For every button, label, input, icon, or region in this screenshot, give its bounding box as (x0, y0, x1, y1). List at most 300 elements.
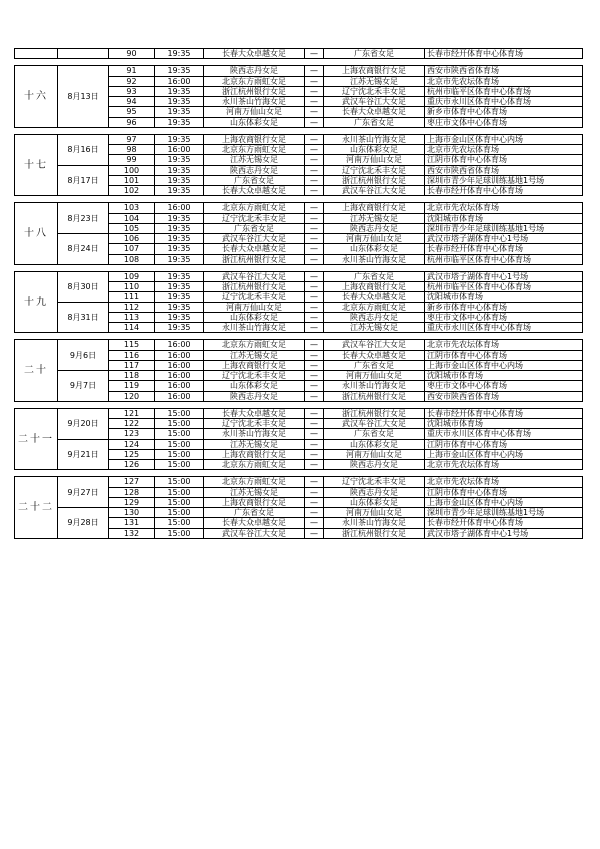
venue: 杭州市临平区体育中心体育场 (425, 254, 583, 264)
kickoff-time: 19:35 (155, 302, 204, 312)
match-number: 117 (109, 360, 155, 370)
table-row (15, 271, 583, 281)
kickoff-time: 16:00 (155, 381, 204, 391)
away-team: 浙江杭州银行女足 (324, 391, 425, 401)
kickoff-time: 19:35 (155, 134, 204, 144)
match-number: 123 (109, 429, 155, 439)
date-cell: 8月24日 (58, 234, 109, 265)
venue: 上海市金山区体育中心内场 (425, 449, 583, 459)
kickoff-time: 19:35 (155, 86, 204, 96)
venue: 杭州市临平区体育中心体育场 (425, 282, 583, 292)
home-team: 陕西志丹女足 (204, 391, 305, 401)
venue: 上海市金山区体育中心内场 (425, 134, 583, 144)
away-team: 上海农商银行女足 (324, 203, 425, 213)
kickoff-time: 19:35 (155, 186, 204, 196)
table-row (15, 408, 583, 418)
home-team: 永川茶山竹海女足 (204, 97, 305, 107)
match-number: 129 (109, 497, 155, 507)
venue: 北京市先农坛体育场 (425, 145, 583, 155)
vs-dash: — (305, 282, 324, 292)
vs-dash: — (305, 429, 324, 439)
away-team: 江苏无锡女足 (324, 323, 425, 333)
away-team: 河南万仙山女足 (324, 508, 425, 518)
vs-dash: — (305, 203, 324, 213)
round-cell (15, 49, 58, 59)
date-cell: 9月7日 (58, 371, 109, 402)
match-number: 120 (109, 391, 155, 401)
kickoff-time: 19:35 (155, 323, 204, 333)
kickoff-time: 16:00 (155, 371, 204, 381)
round-cell: 十六 (15, 66, 58, 128)
match-number: 124 (109, 439, 155, 449)
away-team: 山东体彩女足 (324, 439, 425, 449)
away-team: 江苏无锡女足 (324, 213, 425, 223)
kickoff-time: 19:35 (155, 234, 204, 244)
away-team: 长春大众卓越女足 (324, 350, 425, 360)
match-number: 101 (109, 175, 155, 185)
venue: 北京市先农坛体育场 (425, 203, 583, 213)
match-number: 98 (109, 145, 155, 155)
table-row (15, 203, 583, 213)
kickoff-time: 19:35 (155, 155, 204, 165)
venue: 沈阳城市体育场 (425, 292, 583, 302)
home-team: 上海农商银行女足 (204, 449, 305, 459)
vs-dash: — (305, 254, 324, 264)
away-team: 北京东方雨虹女足 (324, 302, 425, 312)
kickoff-time: 15:00 (155, 508, 204, 518)
round-separator (15, 401, 583, 408)
vs-dash: — (305, 508, 324, 518)
venue: 武汉市塔子湖体育中心1号场 (425, 271, 583, 281)
date-cell: 8月30日 (58, 271, 109, 302)
match-number: 90 (109, 49, 155, 59)
table-row (15, 371, 583, 381)
vs-dash: — (305, 302, 324, 312)
away-team: 辽宁沈北禾丰女足 (324, 165, 425, 175)
match-number: 97 (109, 134, 155, 144)
vs-dash: — (305, 186, 324, 196)
home-team: 上海农商银行女足 (204, 360, 305, 370)
match-number: 100 (109, 165, 155, 175)
away-team: 广东省女足 (324, 429, 425, 439)
away-team: 永川茶山竹海女足 (324, 134, 425, 144)
kickoff-time: 15:00 (155, 497, 204, 507)
round-separator (15, 333, 583, 340)
away-team: 陕西志丹女足 (324, 487, 425, 497)
match-number: 118 (109, 371, 155, 381)
match-number: 128 (109, 487, 155, 497)
away-team: 武汉车谷江大女足 (324, 97, 425, 107)
away-team: 山东体彩女足 (324, 145, 425, 155)
vs-dash: — (305, 518, 324, 528)
away-team: 陕西志丹女足 (324, 312, 425, 322)
kickoff-time: 19:35 (155, 97, 204, 107)
round-cell: 二十 (15, 340, 58, 402)
venue: 长春市经开体育中心体育场 (425, 49, 583, 59)
away-team: 河南万仙山女足 (324, 371, 425, 381)
table-row (15, 134, 583, 144)
home-team: 上海农商银行女足 (204, 497, 305, 507)
home-team: 北京东方雨虹女足 (204, 145, 305, 155)
table-row (15, 439, 583, 449)
venue: 武汉市塔子湖体育中心1号场 (425, 234, 583, 244)
round-cell: 十七 (15, 134, 58, 196)
home-team: 北京东方雨虹女足 (204, 76, 305, 86)
venue: 江阴市体育中心体育场 (425, 350, 583, 360)
venue: 重庆市永川区体育中心体育场 (425, 97, 583, 107)
round-separator (15, 264, 583, 271)
round-cell: 十八 (15, 203, 58, 265)
venue: 江阴市体育中心体育场 (425, 487, 583, 497)
away-team: 武汉车谷江大女足 (324, 340, 425, 350)
kickoff-time: 15:00 (155, 449, 204, 459)
venue: 枣庄市文体中心体育场 (425, 381, 583, 391)
home-team: 武汉车谷江大女足 (204, 234, 305, 244)
venue: 上海市金山区体育中心内场 (425, 360, 583, 370)
round-cell: 二十一 (15, 408, 58, 470)
home-team: 长春大众卓越女足 (204, 518, 305, 528)
vs-dash: — (305, 371, 324, 381)
venue: 长春市经开体育中心体育场 (425, 244, 583, 254)
away-team: 广东省女足 (324, 360, 425, 370)
kickoff-time: 15:00 (155, 460, 204, 470)
match-number: 102 (109, 186, 155, 196)
venue: 北京市先农坛体育场 (425, 460, 583, 470)
date-cell: 8月16日 (58, 134, 109, 165)
kickoff-time: 19:35 (155, 223, 204, 233)
vs-dash: — (305, 312, 324, 322)
kickoff-time: 16:00 (155, 360, 204, 370)
vs-dash: — (305, 408, 324, 418)
away-team: 山东体彩女足 (324, 244, 425, 254)
match-number: 112 (109, 302, 155, 312)
venue: 深圳市青少年足球训练基地1号场 (425, 223, 583, 233)
kickoff-time: 16:00 (155, 145, 204, 155)
home-team: 北京东方雨虹女足 (204, 340, 305, 350)
vs-dash: — (305, 117, 324, 127)
vs-dash: — (305, 460, 324, 470)
venue: 西安市陕西省体育场 (425, 66, 583, 76)
away-team: 河南万仙山女足 (324, 155, 425, 165)
vs-dash: — (305, 477, 324, 487)
venue: 北京市先农坛体育场 (425, 477, 583, 487)
kickoff-time: 19:35 (155, 117, 204, 127)
home-team: 江苏无锡女足 (204, 155, 305, 165)
match-number: 121 (109, 408, 155, 418)
vs-dash: — (305, 175, 324, 185)
home-team: 辽宁沈北禾丰女足 (204, 371, 305, 381)
match-number: 122 (109, 419, 155, 429)
table-row (15, 165, 583, 175)
away-team: 山东体彩女足 (324, 497, 425, 507)
kickoff-time: 16:00 (155, 76, 204, 86)
match-number: 119 (109, 381, 155, 391)
round-separator-cell (15, 196, 583, 203)
venue: 北京市先农坛体育场 (425, 340, 583, 350)
date-cell: 9月27日 (58, 477, 109, 508)
vs-dash: — (305, 107, 324, 117)
venue: 沈阳城市体育场 (425, 419, 583, 429)
venue: 重庆市永川区体育中心体育场 (425, 429, 583, 439)
away-team: 河南万仙山女足 (324, 449, 425, 459)
round-separator (15, 196, 583, 203)
kickoff-time: 15:00 (155, 439, 204, 449)
date-cell: 9月20日 (58, 408, 109, 439)
kickoff-time: 19:35 (155, 292, 204, 302)
match-number: 92 (109, 76, 155, 86)
match-number: 106 (109, 234, 155, 244)
vs-dash: — (305, 134, 324, 144)
home-team: 陕西志丹女足 (204, 165, 305, 175)
away-team: 陕西志丹女足 (324, 223, 425, 233)
away-team: 江苏无锡女足 (324, 76, 425, 86)
venue: 西安市陕西省体育场 (425, 391, 583, 401)
venue: 江阴市体育中心体育场 (425, 155, 583, 165)
table-row (15, 340, 583, 350)
home-team: 山东体彩女足 (204, 117, 305, 127)
home-team: 北京东方雨虹女足 (204, 477, 305, 487)
match-number: 108 (109, 254, 155, 264)
vs-dash: — (305, 350, 324, 360)
vs-dash: — (305, 86, 324, 96)
venue: 新乡市体育中心体育场 (425, 302, 583, 312)
venue: 长春市经开体育中心体育场 (425, 408, 583, 418)
date-cell: 8月13日 (58, 66, 109, 128)
venue: 江阴市体育中心体育场 (425, 439, 583, 449)
kickoff-time: 15:00 (155, 528, 204, 538)
match-number: 116 (109, 350, 155, 360)
kickoff-time: 16:00 (155, 203, 204, 213)
match-number: 109 (109, 271, 155, 281)
venue: 枣庄市文体中心体育场 (425, 117, 583, 127)
venue: 深圳市青少年足球训练基地1号场 (425, 508, 583, 518)
table-row (15, 508, 583, 518)
away-team: 永川茶山竹海女足 (324, 518, 425, 528)
match-number: 103 (109, 203, 155, 213)
home-team: 长春大众卓越女足 (204, 244, 305, 254)
match-number: 113 (109, 312, 155, 322)
kickoff-time: 16:00 (155, 391, 204, 401)
venue: 长春市经开体育中心体育场 (425, 186, 583, 196)
kickoff-time: 15:00 (155, 429, 204, 439)
home-team: 山东体彩女足 (204, 312, 305, 322)
match-number: 110 (109, 282, 155, 292)
vs-dash: — (305, 66, 324, 76)
match-number: 132 (109, 528, 155, 538)
venue: 上海市金山区体育中心内场 (425, 497, 583, 507)
home-team: 广东省女足 (204, 175, 305, 185)
home-team: 广东省女足 (204, 508, 305, 518)
date-cell: 9月6日 (58, 340, 109, 371)
home-team: 武汉车谷江大女足 (204, 528, 305, 538)
away-team: 长春大众卓越女足 (324, 107, 425, 117)
round-separator-cell (15, 264, 583, 271)
vs-dash: — (305, 213, 324, 223)
kickoff-time: 19:35 (155, 165, 204, 175)
match-number: 130 (109, 508, 155, 518)
away-team: 广东省女足 (324, 117, 425, 127)
venue: 新乡市体育中心体育场 (425, 107, 583, 117)
match-number: 111 (109, 292, 155, 302)
away-team: 辽宁沈北禾丰女足 (324, 86, 425, 96)
kickoff-time: 15:00 (155, 518, 204, 528)
venue: 枣庄市文体中心体育场 (425, 312, 583, 322)
kickoff-time: 16:00 (155, 350, 204, 360)
home-team: 武汉车谷江大女足 (204, 271, 305, 281)
round-separator-cell (15, 401, 583, 408)
home-team: 河南万仙山女足 (204, 302, 305, 312)
match-number: 99 (109, 155, 155, 165)
home-team: 江苏无锡女足 (204, 350, 305, 360)
kickoff-time: 19:35 (155, 271, 204, 281)
home-team: 陕西志丹女足 (204, 66, 305, 76)
vs-dash: — (305, 76, 324, 86)
home-team: 河南万仙山女足 (204, 107, 305, 117)
home-team: 永川茶山竹海女足 (204, 323, 305, 333)
vs-dash: — (305, 155, 324, 165)
vs-dash: — (305, 234, 324, 244)
venue: 长春市经开体育中心体育场 (425, 518, 583, 528)
match-number: 94 (109, 97, 155, 107)
vs-dash: — (305, 497, 324, 507)
match-number: 95 (109, 107, 155, 117)
table-row (15, 66, 583, 76)
kickoff-time: 15:00 (155, 477, 204, 487)
home-team: 浙江杭州银行女足 (204, 282, 305, 292)
round-separator (15, 127, 583, 134)
date-cell: 9月28日 (58, 508, 109, 539)
round-separator (15, 59, 583, 66)
home-team: 浙江杭州银行女足 (204, 254, 305, 264)
match-number: 127 (109, 477, 155, 487)
vs-dash: — (305, 381, 324, 391)
vs-dash: — (305, 271, 324, 281)
round-cell: 十九 (15, 271, 58, 333)
home-team: 北京东方雨虹女足 (204, 203, 305, 213)
vs-dash: — (305, 323, 324, 333)
venue: 深圳市青少年足球训练基地1号场 (425, 175, 583, 185)
match-number: 107 (109, 244, 155, 254)
match-number: 131 (109, 518, 155, 528)
vs-dash: — (305, 340, 324, 350)
away-team: 广东省女足 (324, 49, 425, 59)
kickoff-time: 19:35 (155, 244, 204, 254)
schedule-table (14, 48, 583, 539)
kickoff-time: 19:35 (155, 312, 204, 322)
home-team: 长春大众卓越女足 (204, 186, 305, 196)
away-team: 武汉车谷江大女足 (324, 186, 425, 196)
home-team: 长春大众卓越女足 (204, 408, 305, 418)
kickoff-time: 19:35 (155, 282, 204, 292)
venue: 杭州市临平区体育中心体育场 (425, 86, 583, 96)
vs-dash: — (305, 49, 324, 59)
venue: 西安市陕西省体育场 (425, 165, 583, 175)
vs-dash: — (305, 528, 324, 538)
table-row (15, 302, 583, 312)
away-team: 广东省女足 (324, 271, 425, 281)
home-team: 浙江杭州银行女足 (204, 86, 305, 96)
vs-dash: — (305, 97, 324, 107)
round-separator (15, 470, 583, 477)
table-row (15, 477, 583, 487)
away-team: 武汉车谷江大女足 (324, 419, 425, 429)
venue: 重庆市永川区体育中心体育场 (425, 323, 583, 333)
match-number: 105 (109, 223, 155, 233)
away-team: 长春大众卓越女足 (324, 292, 425, 302)
away-team: 上海农商银行女足 (324, 66, 425, 76)
match-number: 96 (109, 117, 155, 127)
home-team: 江苏无锡女足 (204, 487, 305, 497)
venue: 沈阳城市体育场 (425, 371, 583, 381)
home-team: 辽宁沈北禾丰女足 (204, 292, 305, 302)
home-team: 山东体彩女足 (204, 381, 305, 391)
match-number: 104 (109, 213, 155, 223)
table-row (15, 49, 583, 59)
kickoff-time: 16:00 (155, 340, 204, 350)
home-team: 广东省女足 (204, 223, 305, 233)
match-number: 93 (109, 86, 155, 96)
match-number: 115 (109, 340, 155, 350)
home-team: 北京东方雨虹女足 (204, 460, 305, 470)
home-team: 永川茶山竹海女足 (204, 429, 305, 439)
home-team: 江苏无锡女足 (204, 439, 305, 449)
round-separator-cell (15, 127, 583, 134)
vs-dash: — (305, 419, 324, 429)
home-team: 上海农商银行女足 (204, 134, 305, 144)
kickoff-time: 15:00 (155, 419, 204, 429)
date-cell: 8月31日 (58, 302, 109, 333)
away-team: 浙江杭州银行女足 (324, 175, 425, 185)
home-team: 辽宁沈北禾丰女足 (204, 213, 305, 223)
kickoff-time: 19:35 (155, 66, 204, 76)
vs-dash: — (305, 165, 324, 175)
vs-dash: — (305, 292, 324, 302)
away-team: 永川茶山竹海女足 (324, 381, 425, 391)
kickoff-time: 15:00 (155, 487, 204, 497)
table-row (15, 234, 583, 244)
round-separator-cell (15, 470, 583, 477)
venue: 沈阳城市体育场 (425, 213, 583, 223)
kickoff-time: 19:35 (155, 213, 204, 223)
round-separator-cell (15, 333, 583, 340)
away-team: 浙江杭州银行女足 (324, 408, 425, 418)
away-team: 浙江杭州银行女足 (324, 528, 425, 538)
match-number: 126 (109, 460, 155, 470)
vs-dash: — (305, 449, 324, 459)
vs-dash: — (305, 439, 324, 449)
vs-dash: — (305, 223, 324, 233)
date-cell (58, 49, 109, 59)
vs-dash: — (305, 487, 324, 497)
home-team: 长春大众卓越女足 (204, 49, 305, 59)
vs-dash: — (305, 145, 324, 155)
round-cell: 二十二 (15, 477, 58, 539)
match-number: 114 (109, 323, 155, 333)
vs-dash: — (305, 391, 324, 401)
match-number: 91 (109, 66, 155, 76)
home-team: 辽宁沈北禾丰女足 (204, 419, 305, 429)
away-team: 河南万仙山女足 (324, 234, 425, 244)
kickoff-time: 15:00 (155, 408, 204, 418)
date-cell: 8月23日 (58, 203, 109, 234)
away-team: 陕西志丹女足 (324, 460, 425, 470)
away-team: 上海农商银行女足 (324, 282, 425, 292)
kickoff-time: 19:35 (155, 175, 204, 185)
match-number: 125 (109, 449, 155, 459)
kickoff-time: 19:35 (155, 49, 204, 59)
kickoff-time: 19:35 (155, 107, 204, 117)
date-cell: 8月17日 (58, 165, 109, 196)
